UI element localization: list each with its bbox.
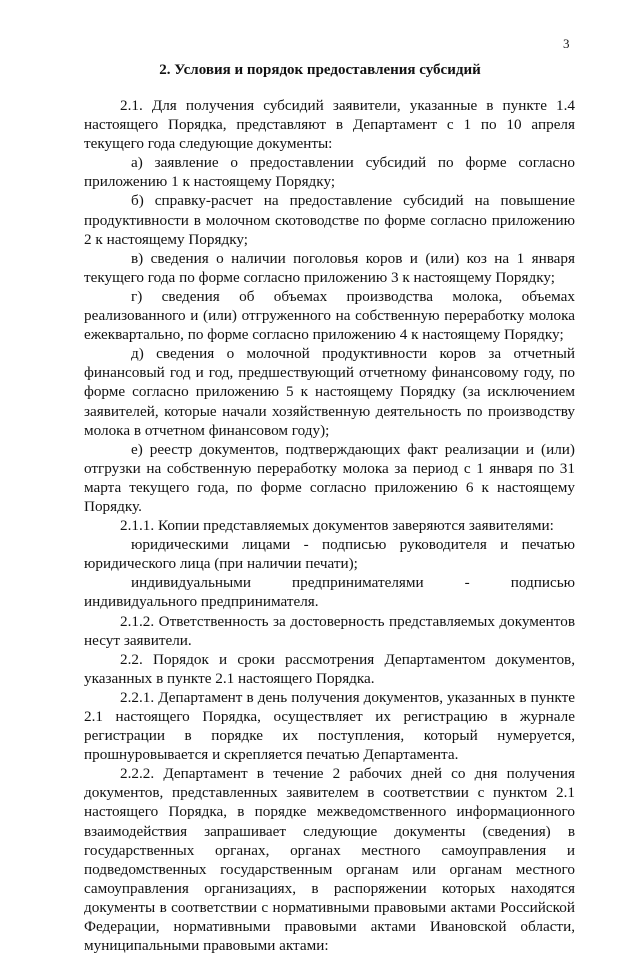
paragraph-2-2-1: 2.2.1. Департамент в день получения документов, указанных в пункте 2.1 настоящего Порядка, осуществляет их регистрацию в журнале регистрации в порядке их поступления, который нумеруется, прошнуровывается и скрепляется печатью Департамента.	[84, 688, 575, 764]
paragraph-item-v: в) сведения о наличии поголовья коров и (или) коз на 1 января текущего года по форме согласно приложению 3 к настоящему Порядку;	[84, 249, 575, 286]
paragraph-2-1: 2.1. Для получения субсидий заявители, указанные в пункте 1.4 настоящего Порядка, представляют в Департамент с 1 по 10 апреля текущего года следующие документы:	[84, 97, 575, 153]
paragraph-item-b: б) справку-расчет на предоставление субсидий на повышение продуктивности в молочном скотоводстве по форме согласно приложению 2 к настоящему Порядку;	[84, 192, 575, 248]
paragraph-legal-entities: юридическими лицами - подписью руководителя и печатью юридического лица (при наличии печати);	[84, 536, 575, 573]
document-body	[84, 96, 575, 955]
paragraph-item-a: а) заявление о предоставлении субсидий по форме согласно приложению 1 к настоящему Порядку;	[84, 154, 575, 191]
paragraph-2-2: 2.2. Порядок и сроки рассмотрения Департаментом документов, указанных в пункте 2.1 настоящего Порядка.	[84, 650, 575, 687]
paragraph-2-1-1: 2.1.1. Копии представляемых документов заверяются заявителями:	[120, 517, 554, 535]
paragraph-item-e: е) реестр документов, подтверждающих факт реализации и (или) отгрузки на собственную переработку молока за период с 1 января по 31 марта текущего года, по форме согласно приложению 6 к настоящему Порядку.	[84, 440, 575, 515]
section-title: 2. Условия и порядок предоставления субсидий	[159, 62, 481, 78]
paragraph-item-d: д) сведения о молочной продуктивности коров за отчетный финансовый год и год, предшествующий отчетному финансовому году, по форме согласно приложению 5 к настоящему Порядку (за исключением заявителей, которые начали хозяйственную деятельность по производству молока в отчетном финансовом году);	[84, 345, 575, 439]
paragraph-item-g: г) сведения об объемах производства молока, объемах реализованного и (или) отгруженного на собственную переработку молока ежеквартально, по форме согласно приложению 4 к настоящему Порядку;	[84, 287, 575, 344]
paragraph-entrepreneurs: индивидуальными предпринимателями - подписью индивидуального предпринимателя.	[84, 574, 575, 611]
page-number: 3	[563, 36, 570, 51]
paragraph-2-2-2: 2.2.2. Департамент в течение 2 рабочих дней со дня получения документов, представленных заявителем в соответствии с пунктом 2.1 настоящего Порядка, в порядке межведомственного информационного взаимодействия запрашивает следующие документы (сведения) в государственных органах, органах местного самоуправления и подведомственных государственным органам или органам местного самоуправления организациях, в распоряжении которых находятся документы в соответствии с нормативными правовыми актами Российской Федерации, нормативными правовыми актами Ивановской области, муниципальными правовыми актами:	[84, 765, 575, 955]
paragraph-2-1-2: 2.1.2. Ответственность за достоверность представляемых документов несут заявители.	[84, 612, 575, 649]
